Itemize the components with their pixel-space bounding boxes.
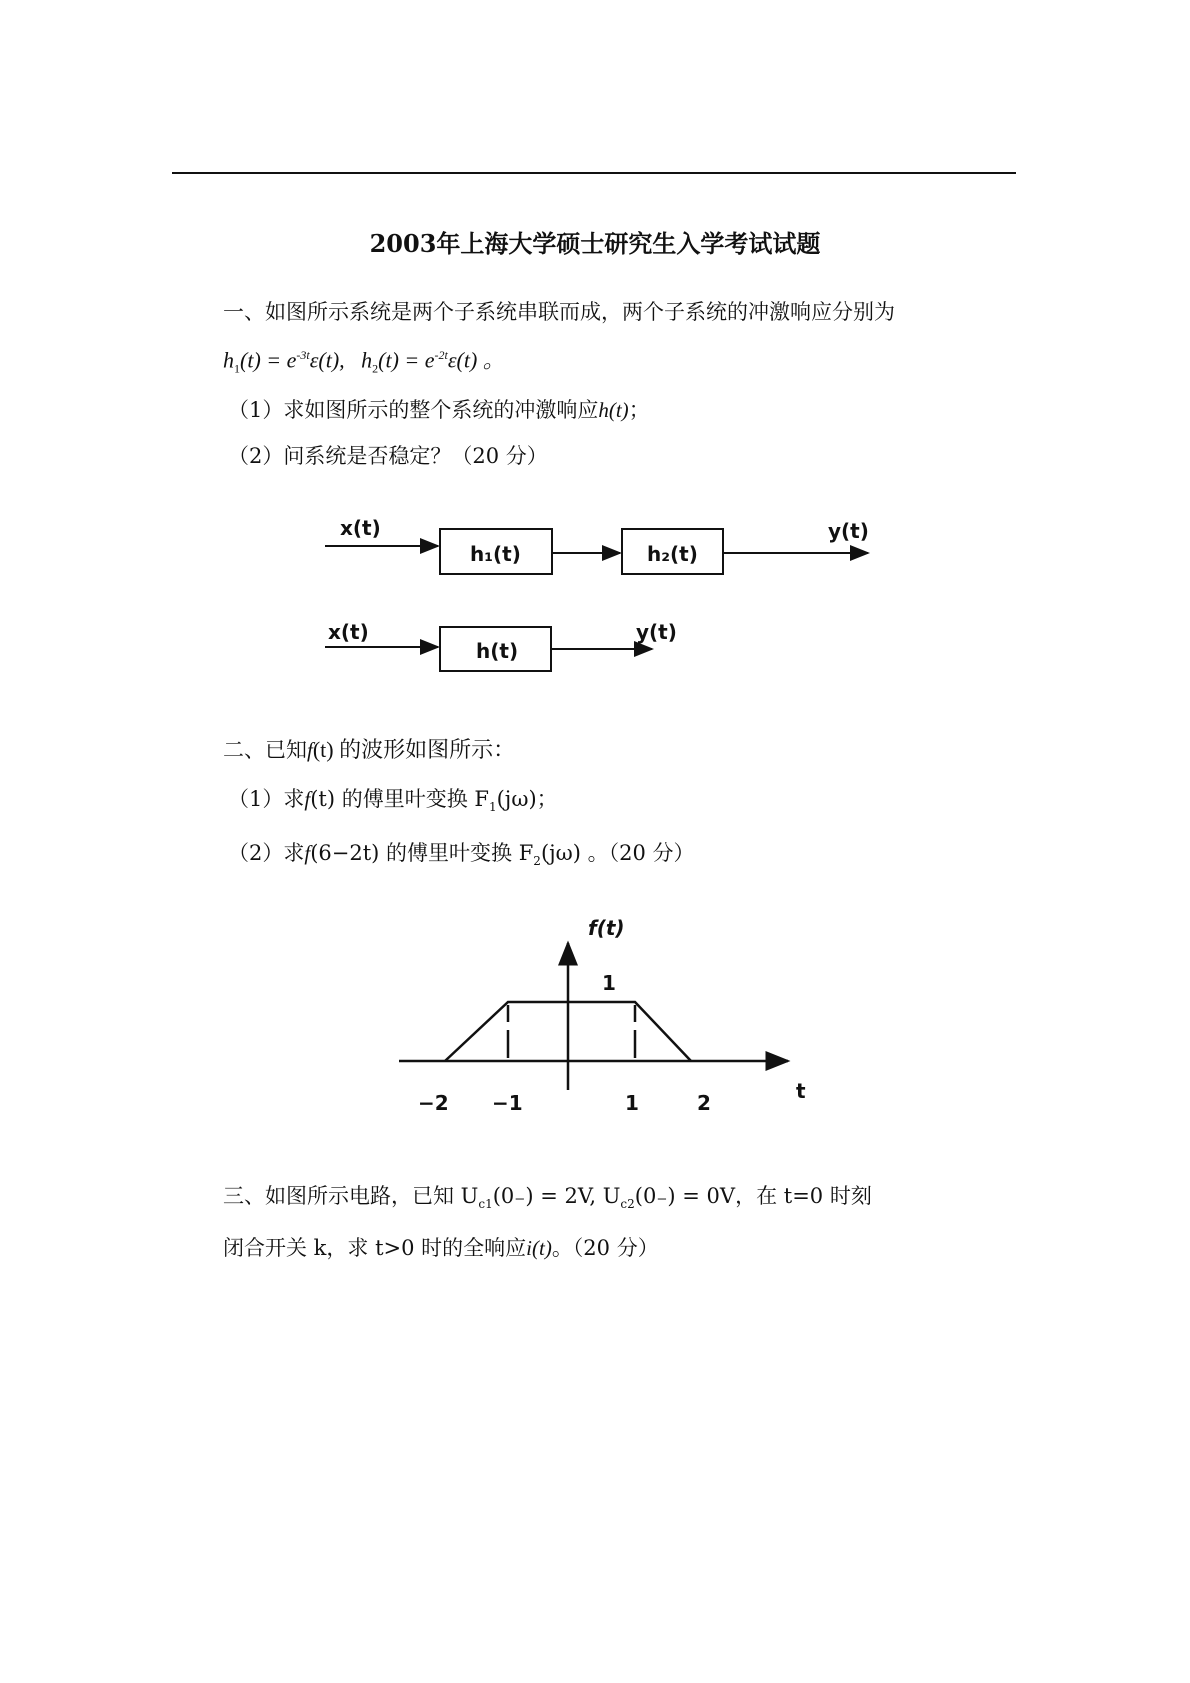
h2-exp: -2t bbox=[434, 348, 448, 362]
h2-mid: (t) = e bbox=[378, 347, 435, 373]
input-label: x(t) bbox=[340, 516, 381, 540]
q2-part1 bbox=[228, 789, 558, 813]
q2-part2-c: (jω) 。（20 分） bbox=[540, 841, 695, 865]
tick-2: 2 bbox=[697, 1091, 711, 1115]
h2-tail: ε(t) 。 bbox=[447, 347, 505, 373]
h1-mid: (t) = e bbox=[240, 347, 297, 373]
q1-part1-text: （1）求如图所示的整个系统的冲激响应 bbox=[228, 398, 599, 422]
q1-part2: （2）问系统是否稳定？（20 分） bbox=[228, 444, 548, 468]
uc1-sub: c1 bbox=[478, 1197, 493, 1212]
q1-part1-end: ； bbox=[628, 398, 650, 422]
h1-sub: 1 bbox=[234, 361, 240, 376]
h2-sub: 2 bbox=[372, 361, 379, 376]
h2-symbol: h bbox=[361, 347, 373, 373]
trapezoid-plot bbox=[399, 943, 788, 1090]
q2-part1-a: （1）求 bbox=[228, 787, 305, 811]
output-label-2: y(t) bbox=[636, 620, 677, 644]
h1-tail: ε(t), bbox=[309, 347, 345, 373]
h-label: h(t) bbox=[476, 639, 519, 663]
uc2-sub: c2 bbox=[620, 1197, 635, 1212]
q2-part2-sub: 2 bbox=[533, 854, 541, 869]
page-title: 2003年上海大学硕士研究生入学考试试题 bbox=[369, 229, 821, 258]
q2-part2-f: f bbox=[304, 841, 311, 865]
q2-part1-b: (t) 的傅里叶变换 F bbox=[310, 787, 489, 811]
h1-label: h₁(t) bbox=[470, 542, 521, 566]
h2-label: h₂(t) bbox=[647, 542, 698, 566]
q3-line2 bbox=[223, 1238, 659, 1259]
q1-intro: 一、如图所示系统是两个子系统串联而成，两个子系统的冲激响应分别为 bbox=[223, 300, 895, 324]
output-label: y(t) bbox=[828, 519, 869, 543]
q3-line2-i: i(t) bbox=[526, 1236, 552, 1260]
q3-line2-b: 。（20 分） bbox=[551, 1236, 659, 1260]
q2-part1-c: (jω)； bbox=[496, 787, 558, 811]
tick-1: 1 bbox=[625, 1091, 639, 1115]
q2-intro-a: 二、已知 bbox=[223, 738, 307, 762]
q2-part2-b: (6−2t) 的傅里叶变换 F bbox=[310, 841, 534, 865]
plot-xlabel: t bbox=[796, 1079, 806, 1103]
q2-intro-b: (t) 的波形如图所示： bbox=[312, 737, 516, 762]
tick-minus2: −2 bbox=[418, 1091, 449, 1115]
q3-line2-a: 闭合开关 k，求 t>0 时的全响应 bbox=[223, 1236, 527, 1260]
q2-part1-sub: 1 bbox=[488, 800, 497, 815]
q3-line1 bbox=[223, 1186, 872, 1210]
cascade-diagram bbox=[325, 529, 868, 671]
h1-exp: -3t bbox=[296, 348, 310, 362]
h1-symbol: h bbox=[223, 347, 234, 373]
q3-line1-c: (0₋) = 0V，在 t=0 时刻 bbox=[634, 1184, 872, 1208]
q2-part2-a: （2）求 bbox=[228, 841, 305, 865]
tick-minus1: −1 bbox=[492, 1091, 523, 1115]
q2-part2 bbox=[228, 843, 695, 867]
q2-intro-f: f bbox=[307, 738, 313, 762]
q2-intro bbox=[223, 739, 515, 761]
plot-ylabel: f(t) bbox=[588, 916, 625, 940]
q2-part1-f: f bbox=[304, 787, 311, 811]
q1-part1-math: h(t) bbox=[598, 398, 629, 422]
q3-line1-a: 三、如图所示电路，已知 U bbox=[223, 1184, 479, 1208]
peak-label: 1 bbox=[602, 971, 616, 995]
q3-line1-b: (0₋) = 2V, U bbox=[492, 1184, 621, 1208]
input-label-2: x(t) bbox=[328, 620, 369, 644]
